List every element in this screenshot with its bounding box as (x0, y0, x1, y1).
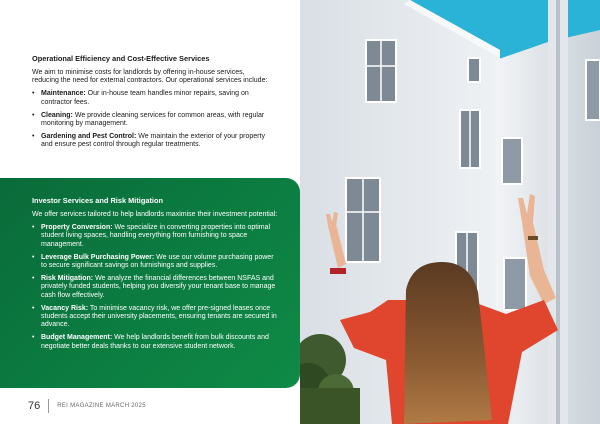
list-item-gardening (32, 133, 272, 149)
drainpipe (556, 0, 560, 424)
operational-efficiency-section (32, 54, 272, 155)
operational-efficiency-heading: Operational Efficiency and Cost-Effective Services (32, 54, 210, 63)
list-item-bulk-purchasing (32, 254, 280, 270)
magazine-title: REI MAGAZINE MARCH 2025 (57, 403, 146, 409)
list-item-text: We analyze the financial differences between NSFAS and privately funded students, helping you diversify your tenant base to manage cash flow effectively. (41, 275, 276, 299)
list-item-term: Gardening and Pest Control: (41, 133, 137, 141)
list-item-text: To minimise vacancy risk, we offer pre-signed leases once students accept their university placements, ensuring tenants are secured in advance. (41, 304, 277, 329)
bracelet (528, 236, 538, 240)
list-item-vacancy-risk (32, 305, 280, 330)
list-item-risk-mitigation (32, 275, 280, 300)
list-item-term: Cleaning: (41, 111, 73, 119)
list-item-term: Risk Mitigation: (41, 275, 94, 283)
footer-divider (48, 399, 49, 413)
investor-services-heading: Investor Services and Risk Mitigation (32, 196, 164, 205)
list-item-text: We help landlords benefit from bulk discounts and negotiate better deals thanks to our extensive student network. (41, 334, 269, 350)
list-item-maintenance (32, 90, 272, 106)
investor-services-panel (0, 178, 300, 388)
operational-services-list (32, 90, 272, 149)
page-footer (28, 399, 146, 413)
list-item-budget-management (32, 334, 280, 350)
investor-services-list (32, 224, 280, 351)
investor-services-intro: We offer services tailored to help landlords maximise their investment potential: (32, 211, 278, 218)
operational-efficiency-intro: We aim to minimise costs for landlords by offering in-house services, reducing the need for external contractors. Our operational services include: (32, 69, 268, 85)
list-item-term: Property Conversion: (41, 224, 113, 232)
list-item-term: Leverage Bulk Purchasing Power: (41, 253, 155, 261)
list-item-term: Maintenance: (41, 90, 86, 98)
student-building-photo (300, 0, 600, 424)
page-number: 76 (28, 400, 41, 412)
photo-illustration (300, 0, 600, 424)
list-item-text: Our in-house team handles minor repairs, saving on contractor fees. (41, 90, 249, 106)
list-item-text: We use our volume purchasing power to secure significant savings on furnishings and supplies. (41, 253, 274, 270)
list-item-term: Budget Management: (41, 334, 113, 342)
list-item-text: We provide cleaning services for common areas, with regular monitoring by management. (41, 111, 265, 128)
list-item-term: Vacancy Risk: (41, 304, 89, 312)
list-item-property-conversion (32, 224, 280, 249)
list-item-text: We maintain the exterior of your property and ensure pest control through regular treatments. (41, 133, 265, 149)
wristband (330, 268, 346, 274)
list-item-cleaning (32, 112, 272, 128)
list-item-text: We specialize in converting properties into optimal student living spaces, handling everything from furnishing to space management. (41, 224, 271, 248)
